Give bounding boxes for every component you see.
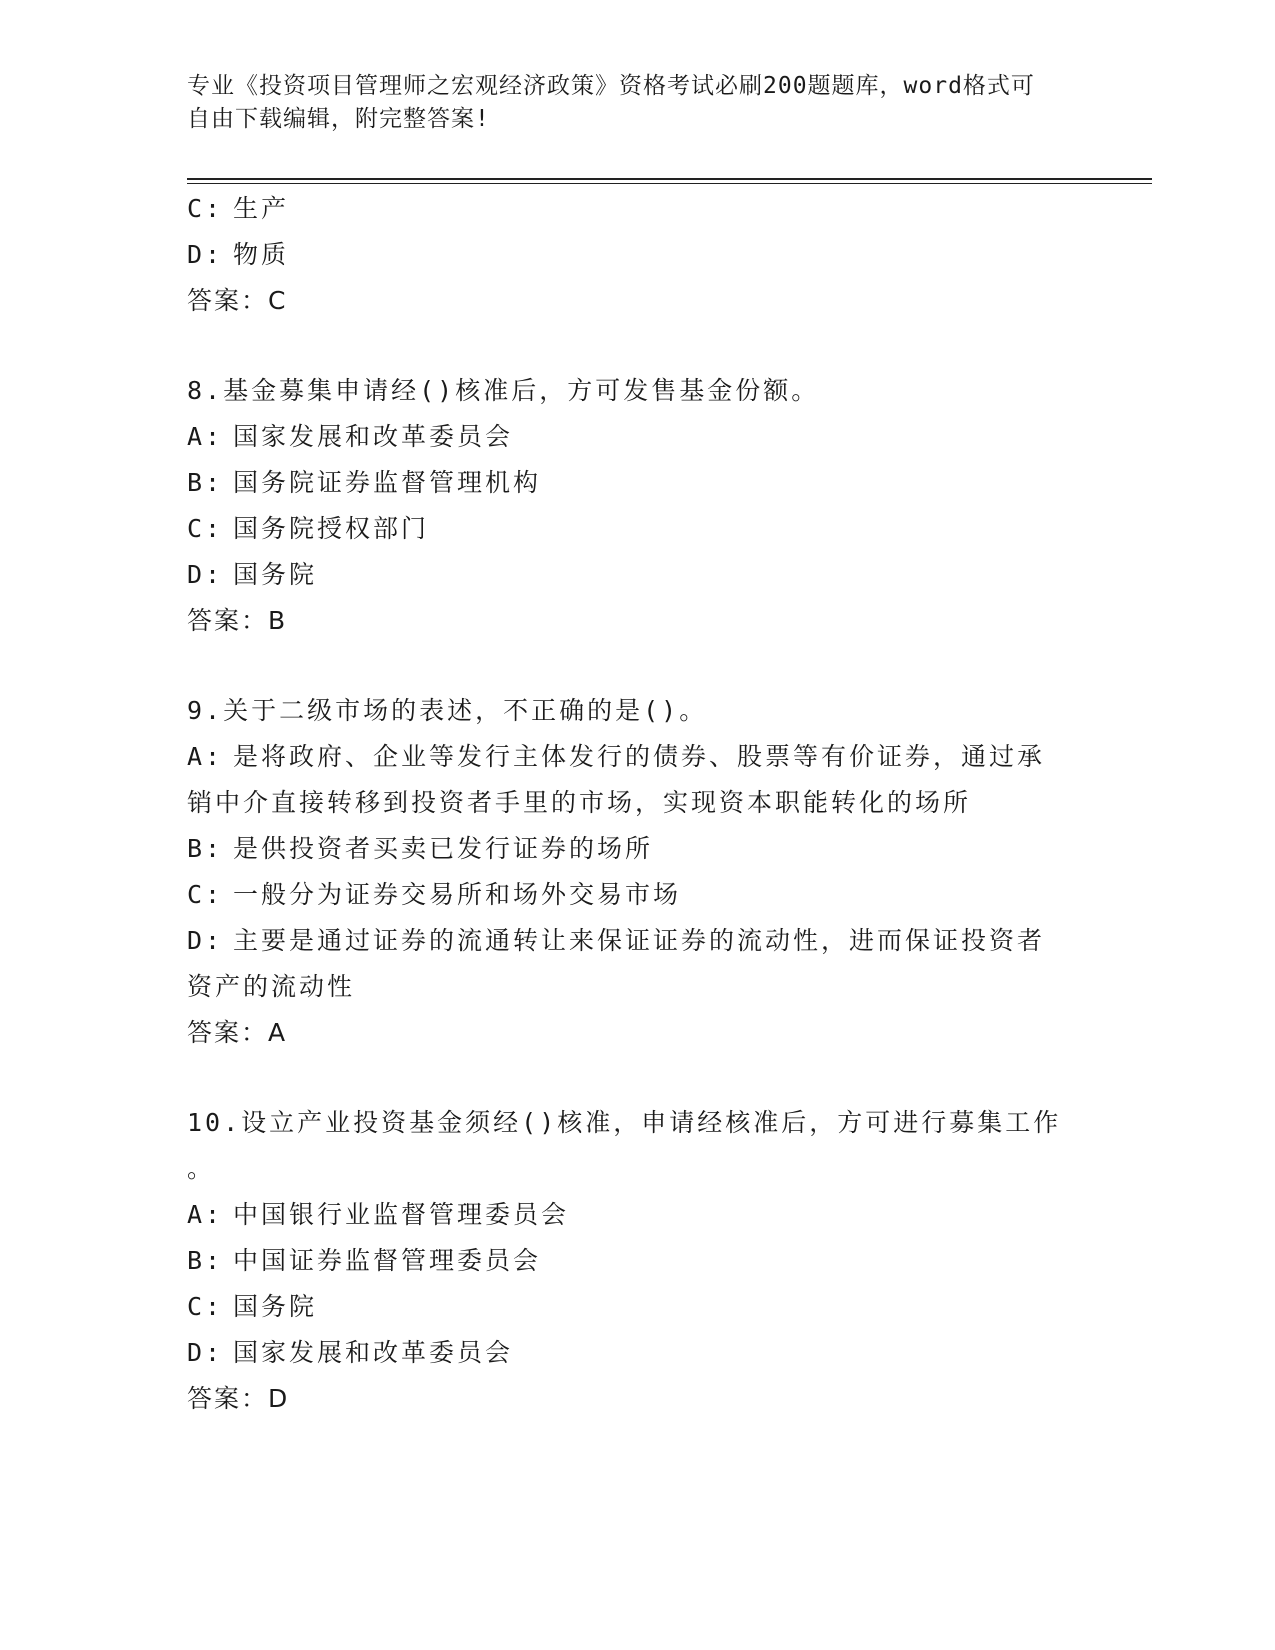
option-continuation: 资产的流动性 — [187, 972, 356, 1001]
header-line-1: 专业《投资项目管理师之宏观经济政策》资格考试必刷200题题库，word格式可 — [187, 73, 1035, 99]
question-block — [187, 688, 1087, 1056]
option-text: 是供投资者买卖已发行证券的场所 — [233, 834, 654, 863]
previous-question-fragment — [187, 186, 1087, 324]
option-line — [187, 1284, 1087, 1330]
spacer — [187, 324, 1087, 368]
option-text: 中国银行业监督管理委员会 — [233, 1200, 570, 1229]
header-divider-thin — [187, 183, 1152, 184]
answer-line: 答案：A — [187, 1018, 288, 1047]
option-text: 生产 — [233, 194, 290, 223]
option-text: 主要是通过证券的流通转让来保证证券的流动性，进而保证投资者 — [233, 926, 1046, 955]
option-key: A: — [187, 422, 224, 451]
option-key: D: — [187, 240, 224, 269]
option-line — [187, 460, 1087, 506]
option-line — [187, 826, 1087, 872]
header-line-2: 自由下载编辑，附完整答案! — [187, 106, 490, 132]
question-block — [187, 368, 1087, 644]
answer-line: 答案：D — [187, 1384, 290, 1413]
option-text: 国家发展和改革委员会 — [233, 422, 514, 451]
option-key: D: — [187, 1338, 224, 1367]
option-text: 一般分为证券交易所和场外交易市场 — [233, 880, 682, 909]
option-text: 中国证券监督管理委员会 — [233, 1246, 542, 1275]
option-line — [187, 918, 1087, 964]
question-stem-continuation: 。 — [187, 1154, 216, 1183]
answer-line: 答案：B — [187, 606, 288, 635]
question-stem: 8.基金募集申请经()核准后，方可发售基金份额。 — [187, 376, 820, 405]
option-line — [187, 552, 1087, 598]
option-line — [187, 1192, 1087, 1238]
option-key: B: — [187, 468, 224, 497]
option-key: A: — [187, 742, 224, 771]
option-line — [187, 506, 1087, 552]
answer-line: 答案：C — [187, 286, 288, 315]
option-line — [187, 1330, 1087, 1376]
option-line — [187, 872, 1087, 918]
question-stem: 9.关于二级市场的表述，不正确的是()。 — [187, 696, 708, 725]
question-block — [187, 1100, 1087, 1422]
option-text: 国务院证券监督管理机构 — [233, 468, 542, 497]
question-stem: 10.设立产业投资基金须经()核准，申请经核准后，方可进行募集工作 — [187, 1108, 1062, 1137]
spacer — [187, 1056, 1087, 1100]
option-text: 国务院 — [233, 560, 318, 589]
option-key: D: — [187, 560, 224, 589]
header-divider-thick — [187, 178, 1152, 180]
option-key: A: — [187, 1200, 224, 1229]
option-text: 国家发展和改革委员会 — [233, 1338, 514, 1367]
option-key: C: — [187, 514, 224, 543]
option-line — [187, 232, 1087, 278]
option-key: C: — [187, 194, 224, 223]
option-key: B: — [187, 1246, 224, 1275]
option-line — [187, 1238, 1087, 1284]
option-key: C: — [187, 880, 224, 909]
option-text: 国务院授权部门 — [233, 514, 430, 543]
spacer — [187, 644, 1087, 688]
option-text: 国务院 — [233, 1292, 318, 1321]
option-line — [187, 414, 1087, 460]
option-line — [187, 186, 1087, 232]
option-text: 是将政府、企业等发行主体发行的债券、股票等有价证券，通过承 — [233, 742, 1046, 771]
option-line — [187, 734, 1087, 780]
option-key: C: — [187, 1292, 224, 1321]
option-key: D: — [187, 926, 224, 955]
option-continuation: 销中介直接转移到投资者手里的市场，实现资本职能转化的场所 — [187, 788, 972, 817]
page-header — [187, 70, 1067, 136]
option-text: 物质 — [233, 240, 290, 269]
option-key: B: — [187, 834, 224, 863]
question-content — [187, 186, 1087, 1422]
